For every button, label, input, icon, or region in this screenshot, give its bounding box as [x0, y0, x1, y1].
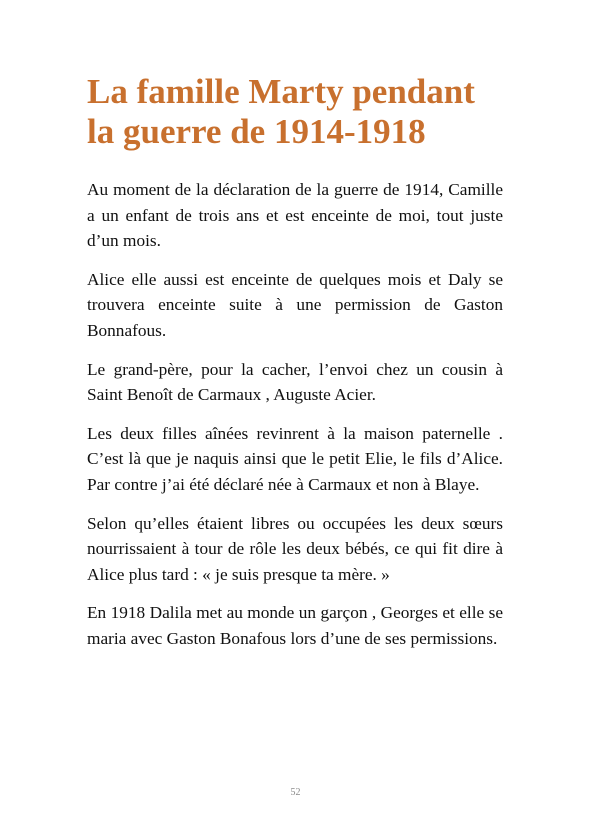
body-text	[87, 177, 503, 665]
page-number: 52	[290, 787, 301, 798]
paragraph: Au moment de la déclaration de la guerre de 1914, Camille a un enfant de trois ans et est enceinte de moi, tout juste d’un mois.	[87, 180, 503, 251]
paragraph: Les deux filles aînées revinrent à la maison paternelle . C’est là que je naquis ainsi que le petit Elie, le fils d’Alice. Par contre j’ai été déclaré née à Carmaux et non à Blaye.	[87, 423, 503, 494]
paragraph: Alice elle aussi est enceinte de quelques mois et Daly se trouvera enceinte suite à une permission de Gaston Bonnafous.	[87, 269, 503, 340]
page-title-line-2: la guerre de 1914-1918	[87, 112, 426, 151]
paragraph: En 1918 Dalila met au monde un garçon , Georges et elle se maria avec Gaston Bonafous lors d’une de ses permissions.	[87, 603, 503, 648]
paragraph: Selon qu’elles étaient libres ou occupées les deux sœurs nourrissaient à tour de rôle les deux bébés, ce qui fit dire à Alice plus tard : « je suis presque ta mère. »	[87, 513, 503, 584]
page-title-line-1: La famille Marty pendant	[87, 72, 475, 111]
paragraph: Le grand-père, pour la cacher, l’envoi chez un cousin à Saint Benoît de Carmaux , Auguste Acier.	[87, 359, 503, 405]
page-title	[87, 72, 527, 152]
